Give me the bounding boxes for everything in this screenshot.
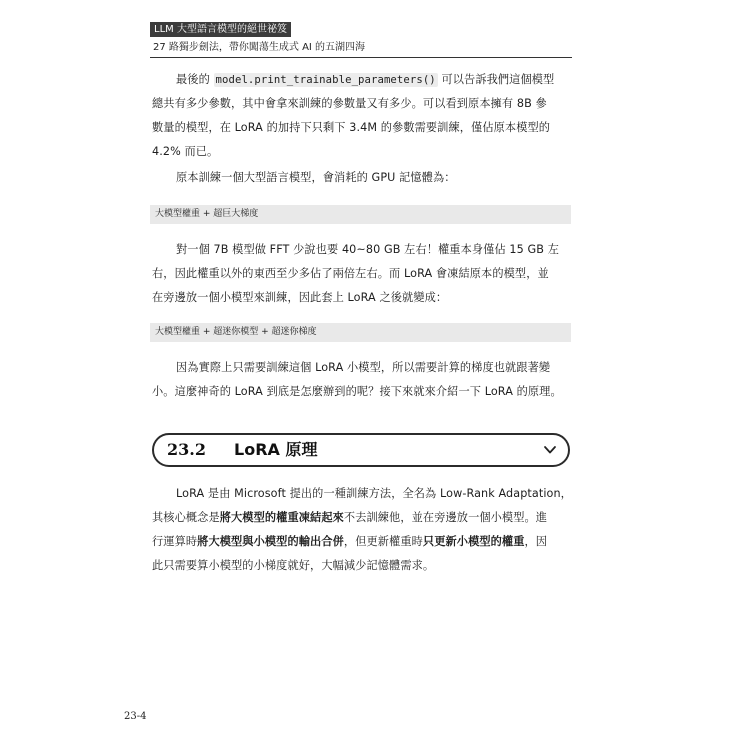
inline-code: model.print_trainable_parameters() <box>215 74 436 86</box>
paragraph-line: 原本訓練一個大型語言模型，會消耗的 GPU 記憶體為： <box>176 171 456 184</box>
paragraph-line: 右，因此權重以外的東西至少多佔了兩倍左右。而 LoRA 會凍結原本的模型，並 <box>152 267 549 280</box>
bold-text: 只更新小模型的權重 <box>422 535 525 548</box>
section-heading <box>152 433 570 467</box>
paragraph-line: LoRA 是由 Microsoft 提出的一種訓練方法，全名為 Low-Rank Adaptation， <box>176 487 572 500</box>
code-block-full-finetune: 大模型權重 + 超巨大梯度 <box>150 205 571 224</box>
page-number: 23-4 <box>124 711 147 722</box>
text-span: 其核心概念是 <box>152 511 220 524</box>
paragraph-line <box>152 506 572 530</box>
text-span: ，因 <box>524 535 548 548</box>
paragraph-line <box>152 68 572 92</box>
paragraph-line: 因為實際上只需要訓練這個 LoRA 小模型，所以需要計算的梯度也就跟著變 <box>176 361 551 374</box>
paragraph-lora-principle <box>152 482 572 578</box>
code-block-lora: 大模型權重 + 超迷你模型 + 超迷你梯度 <box>150 323 571 342</box>
text-span: ，但更新權重時 <box>343 535 423 548</box>
paragraph-line: 總共有多少參數，其中會拿來訓練的參數量又有多少。可以看到原本擁有 8B 參 <box>152 97 547 110</box>
paragraph-line: 4.2% 而已。 <box>152 145 219 158</box>
text-span: 最後的 <box>176 73 214 86</box>
paragraph-line: 數量的模型，在 LoRA 的加持下只剩下 3.4M 的參數需要訓練，僅佔原本模型的 <box>152 121 551 134</box>
bold-text: 將大模型與小模型的輸出合併 <box>197 535 344 548</box>
paragraph-line: 此只需要算小模型的小梯度就好，大幅減少記憶體需求。 <box>152 559 435 572</box>
section-number: 23.2 <box>167 440 206 459</box>
bold-text: 將大模型的權重凍結起來 <box>219 511 344 524</box>
header-rule <box>150 57 572 58</box>
running-header-title: LLM 大型語言模型的絕世祕笈 <box>150 22 291 37</box>
paragraph-line: 小。這麼神奇的 LoRA 到底是怎麼辦到的呢？接下來就來介紹一下 LoRA 的原理。 <box>152 385 562 398</box>
paragraph-lora-intro <box>152 356 572 404</box>
paragraph-gpu-memory <box>152 166 572 190</box>
paragraph-fft-memory <box>152 238 572 310</box>
paragraph-line: 在旁邊放一個小模型來訓練，因此套上 LoRA 之後就變成： <box>152 291 448 304</box>
text-span: 不去訓練他，並在旁邊放一個小模型。進 <box>343 511 548 524</box>
running-header-subtitle: 27 路獨步劍法，帶你闖蕩生成式 AI 的五湖四海 <box>153 42 366 53</box>
paragraph-line: 對一個 7B 模型做 FFT 少說也要 40~80 GB 左右！權重本身僅佔 15 GB 左 <box>176 243 559 256</box>
paragraph-line <box>152 530 572 554</box>
chevron-down-icon <box>542 442 558 458</box>
section-title: LoRA 原理 <box>234 440 318 459</box>
text-span: 可以告訴我們這個模型 <box>437 73 555 86</box>
text-span: 行運算時 <box>152 535 198 548</box>
paragraph-trainable-params <box>152 68 572 164</box>
